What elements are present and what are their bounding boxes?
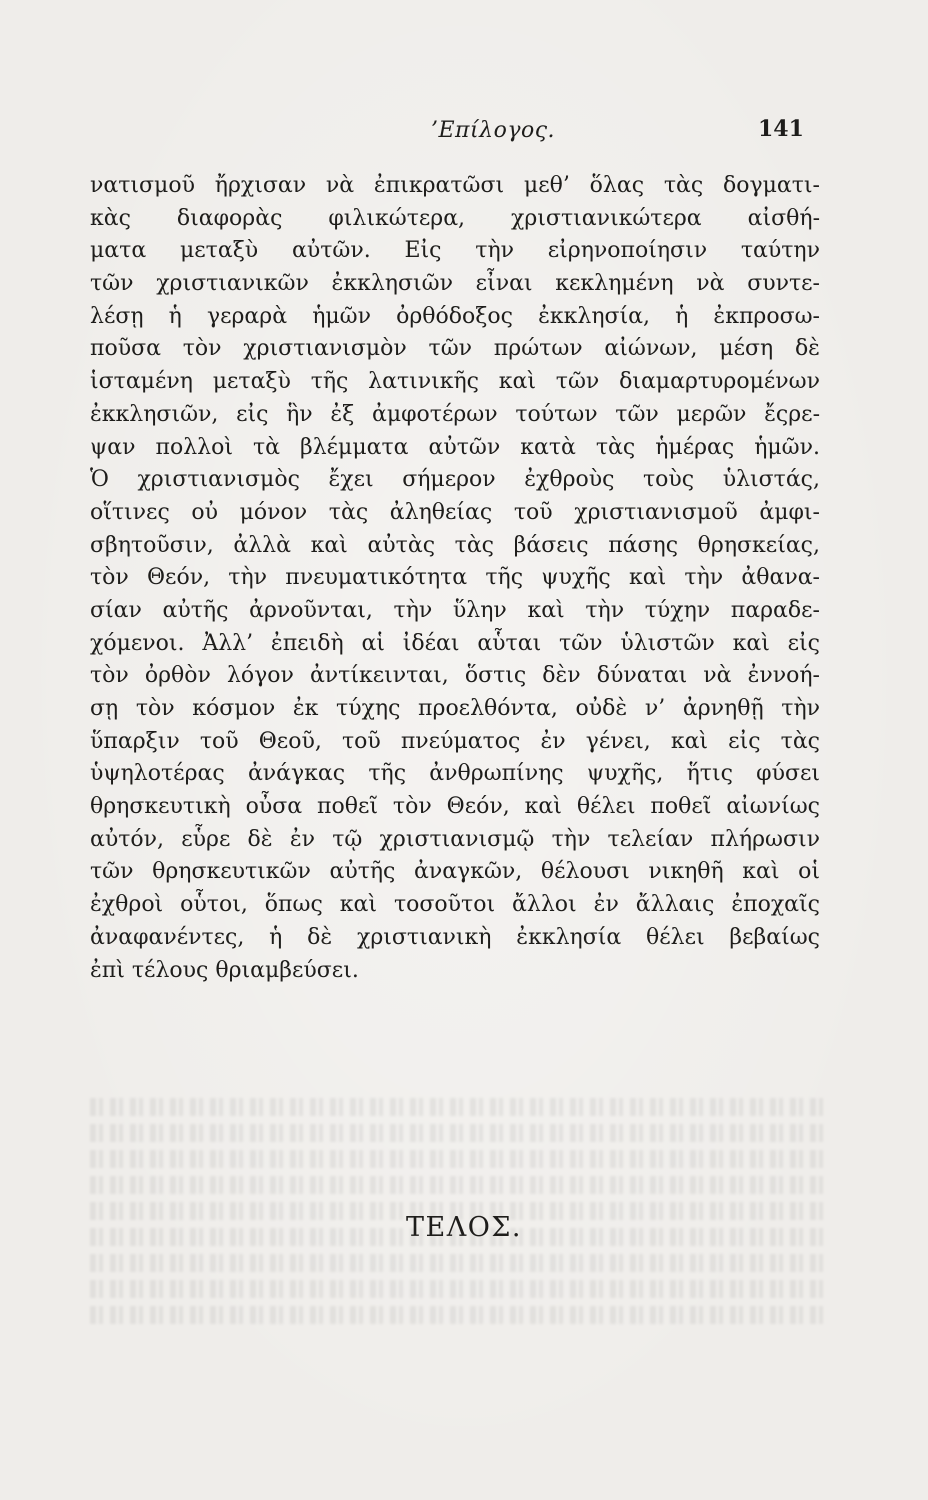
end-mark: ΤΕΛΟΣ. xyxy=(405,1212,523,1243)
page-number: 141 xyxy=(758,116,804,142)
running-title: ’Επίλογος. xyxy=(431,118,556,143)
text-line: λέσῃ ἡ γεραρὰ ἡμῶν ὀρθόδοξος ἐκκλησία, ἡ ἐκπροσω- xyxy=(90,303,820,329)
text-line: Ὁ χριστιανισμὸς ἔχει σήμερον ἐχθροὺς τοὺς ὑλιστάς, xyxy=(90,467,820,493)
text-line: σῃ τὸν κόσμον ἐκ τύχης προελθόντα, οὐδὲ ν’ ἀρνηθῇ τὴν xyxy=(90,696,820,721)
text-line: τὸν ὀρθὸν λόγον ἀντίκεινται, ὅστις δὲν δύναται νὰ ἐννοή- xyxy=(90,663,820,689)
text-line: σβητοῦσιν, ἀλλὰ καὶ αὐτὰς τὰς βάσεις πάσης θρησκείας, xyxy=(90,532,820,558)
text-line: ἐκκλησιῶν, εἰς ἣν ἐξ ἀμφοτέρων τούτων τῶν μερῶν ἔςρε- xyxy=(90,401,820,427)
text-line: ποῦσα τὸν χριστιανισμὸν τῶν πρώτων αἰώνων, μέση δὲ xyxy=(90,336,820,362)
text-line: κὰς διαφορὰς φιλικώτερα, χριστιανικώτερα αἰσθή- xyxy=(90,205,820,231)
text-line: ψαν πολλοὶ τὰ βλέμματα αὐτῶν κατὰ τὰς ἡμέρας ἡμῶν. xyxy=(90,434,820,460)
text-line: τὸν Θεόν, τὴν πνευματικότητα τῆς ψυχῆς καὶ τὴν ἀθανα- xyxy=(90,565,820,591)
text-line: σίαν αὐτῆς ἀρνοῦνται, τὴν ὕλην καὶ τὴν τύχην παραδε- xyxy=(90,597,820,623)
text-line: ἀναφανέντες, ἡ δὲ χριστιανικὴ ἐκκλησία θέλει βεβαίως xyxy=(90,924,820,950)
text-line: τῶν χριστιανικῶν ἐκκλησιῶν εἶναι κεκλημένη νὰ συντε- xyxy=(90,271,820,297)
text-line: χόμενοι. Ἀλλ’ ἐπειδὴ αἱ ἰδέαι αὗται τῶν ὑλιστῶν καὶ εἰς xyxy=(90,630,820,656)
text-line: τῶν θρησκευτικῶν αὐτῆς ἀναγκῶν, θέλουσι νικηθῆ καὶ οἱ xyxy=(90,859,820,885)
text-line: οἵτινες οὐ μόνον τὰς ἀληθείας τοῦ χριστιανισμοῦ ἀμφι- xyxy=(90,499,820,525)
body-text xyxy=(90,170,820,987)
text-line: νατισμοῦ ἤρχισαν νὰ ἐπικρατῶσι μεθ’ ὅλας τὰς δογματι- xyxy=(90,173,820,198)
text-line: ματα μεταξὺ αὐτῶν. Εἰς τὴν εἰρηνοποίησιν ταύτην xyxy=(90,238,820,264)
text-line: ἐχθροὶ οὗτοι, ὅπως καὶ τοσοῦτοι ἄλλοι ἐν ἄλλαις ἐποχαῖς xyxy=(90,892,820,918)
text-line: ἐπὶ τέλους θριαμβεύσει. xyxy=(90,957,359,983)
text-line: ἱσταμένη μεταξὺ τῆς λατινικῆς καὶ τῶν διαμαρτυρομένων xyxy=(90,369,820,395)
text-line: ὕπαρξιν τοῦ Θεοῦ, τοῦ πνεύματος ἐν γένει, καὶ εἰς τὰς xyxy=(90,728,820,754)
running-header xyxy=(0,118,928,158)
text-line: θρησκευτικὴ οὖσα ποθεῖ τὸν Θεόν, καὶ θέλει ποθεῖ αἰωνίως xyxy=(90,794,820,820)
text-line: αὐτόν, εὗρε δὲ ἐν τῷ χριστιανισμῷ τὴν τελείαν πλήρωσιν xyxy=(90,826,820,852)
text-line: ὑψηλοτέρας ἀνάγκας τῆς ἀνθρωπίνης ψυχῆς, ἥτις φύσει xyxy=(90,761,820,787)
